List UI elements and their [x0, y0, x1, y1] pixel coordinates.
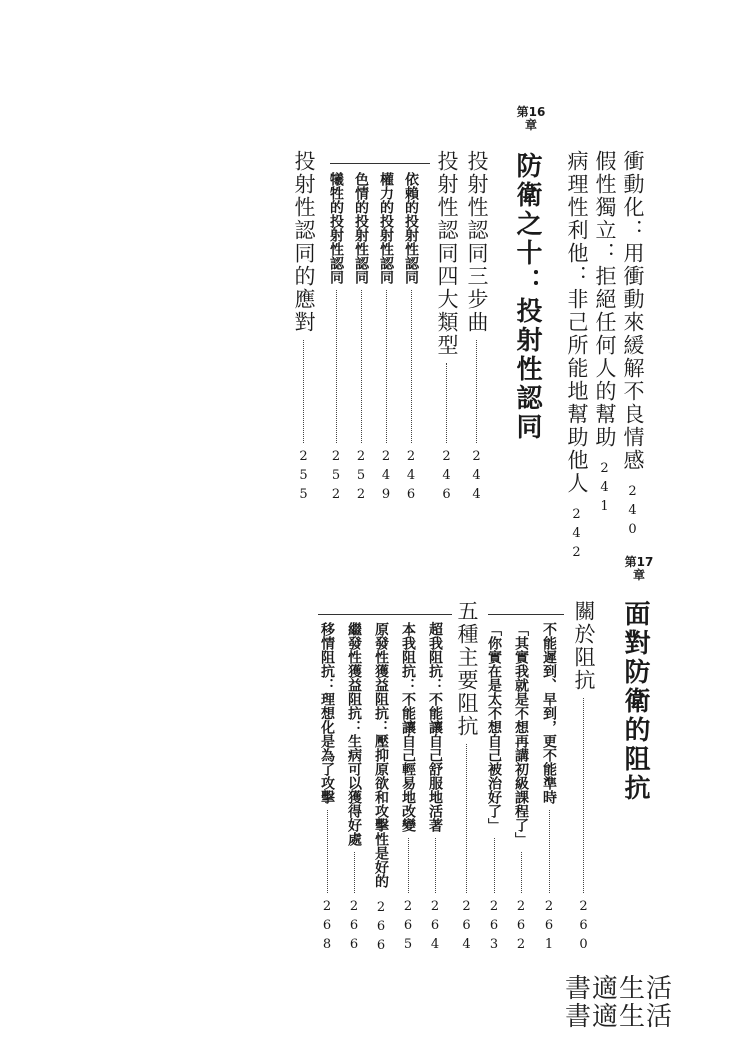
- leader-dots: [476, 340, 477, 443]
- entry-label: 投射性認同四大類型: [435, 150, 459, 357]
- entry-label: 投射性認同三步曲: [465, 150, 489, 334]
- page-number: 266: [346, 899, 362, 956]
- entry-label: 投射性認同的應對: [292, 150, 316, 334]
- page-number: 242: [569, 507, 584, 564]
- toc-section[interactable]: [466, 150, 487, 506]
- leader-dots: [408, 838, 409, 893]
- toc-section[interactable]: [436, 150, 457, 506]
- toc-subsection[interactable]: [329, 172, 343, 506]
- entry-label: 犧牲的投射性認同: [328, 172, 344, 284]
- subsection-bracket: [318, 614, 452, 615]
- entry-label: 假性獨立：拒絕任何人的幫助: [593, 150, 617, 449]
- leader-dots: [521, 852, 522, 893]
- page-number: 240: [625, 484, 640, 541]
- publisher-logo: [565, 976, 673, 1030]
- chapter-number: 第17章: [624, 555, 654, 582]
- page-number: 265: [400, 899, 416, 956]
- toc-subsection[interactable]: [428, 622, 442, 956]
- entry-label: 「其實我就是不想再講初級課程了」: [513, 622, 529, 846]
- entry-label: 移情阻抗：理想化是為了攻擊: [319, 622, 335, 804]
- chapter-title: 面對防衛的阻抗: [620, 600, 650, 803]
- toc-subsection[interactable]: [320, 622, 334, 956]
- publisher-logo-line: 書適生活: [565, 1002, 674, 1032]
- leader-dots: [327, 810, 328, 893]
- leader-dots: [411, 290, 412, 443]
- toc-entry[interactable]: [565, 150, 589, 564]
- entry-label: 五種主要阻抗: [455, 600, 479, 738]
- leader-dots: [386, 290, 387, 443]
- entry-label: 色情的投射性認同: [353, 172, 369, 284]
- toc-subsection[interactable]: [347, 622, 361, 956]
- leader-dots: [303, 340, 304, 443]
- page-number: 244: [469, 449, 484, 506]
- entry-label: 依賴的投射性認同: [403, 172, 419, 284]
- subsection-bracket: [330, 163, 430, 164]
- page-number: 262: [513, 899, 529, 956]
- leader-dots: [336, 290, 337, 443]
- page-number: 266: [373, 900, 389, 957]
- leader-dots: [583, 698, 584, 893]
- toc-subsection[interactable]: [542, 622, 556, 956]
- entry-label: 超我阻抗：不能讓自己舒服地活著: [427, 622, 443, 832]
- page-number: 261: [541, 899, 557, 956]
- leader-dots: [446, 363, 447, 443]
- entry-label: 衝動化：用衝動來緩解不良情感: [621, 150, 645, 472]
- page-number: 264: [427, 899, 443, 956]
- page-number: 246: [439, 449, 454, 506]
- leader-dots: [361, 290, 362, 443]
- leader-dots: [354, 852, 355, 893]
- toc-section[interactable]: [293, 150, 314, 506]
- page-number: 263: [486, 899, 502, 956]
- chapter-number: 第16章: [516, 105, 546, 132]
- page-number: 260: [576, 899, 591, 956]
- page-number: 252: [353, 449, 369, 506]
- toc-section[interactable]: [573, 600, 594, 956]
- toc-section[interactable]: [456, 600, 477, 956]
- page-number: 268: [319, 899, 335, 956]
- toc-subsection[interactable]: [354, 172, 368, 506]
- toc-subsection[interactable]: [487, 622, 501, 956]
- page-number: 241: [597, 461, 612, 518]
- page-number: 264: [459, 899, 474, 956]
- toc-subsection[interactable]: [379, 172, 393, 506]
- toc-entry[interactable]: [593, 150, 617, 518]
- toc-entry[interactable]: [621, 150, 645, 541]
- page-number: 252: [328, 449, 344, 506]
- entry-label: 繼發性獲益阻抗：生病可以獲得好處: [346, 622, 362, 846]
- chapter-title: 防衛之十：投射性認同: [512, 152, 542, 442]
- entry-label: 原發性獲益阻抗：壓抑原欲和攻擊性是好的: [373, 622, 389, 888]
- toc-subsection[interactable]: [514, 622, 528, 956]
- page-number: 246: [403, 449, 419, 506]
- entry-label: 關於阻抗: [572, 600, 596, 692]
- toc-subsection[interactable]: [404, 172, 418, 506]
- toc-subsection[interactable]: [374, 622, 388, 956]
- entry-label: 本我阻抗：不能讓自己輕易地改變: [400, 622, 416, 832]
- entry-label: 不能遲到、早到，更不能準時: [541, 622, 557, 804]
- page-number: 255: [296, 449, 311, 506]
- leader-dots: [549, 810, 550, 893]
- entry-label: 權力的投射性認同: [378, 172, 394, 284]
- page-number: 249: [378, 449, 394, 506]
- leader-dots: [494, 838, 495, 893]
- subsection-bracket: [488, 614, 564, 615]
- leader-dots: [435, 838, 436, 893]
- toc-subsection[interactable]: [401, 622, 415, 956]
- entry-label: 「你實在是太不想自己被治好了」: [486, 622, 502, 832]
- entry-label: 病理性利他：非己所能地幫助他人: [565, 150, 589, 495]
- publisher-logo-line: 書適生活: [565, 974, 674, 1004]
- leader-dots: [466, 744, 467, 893]
